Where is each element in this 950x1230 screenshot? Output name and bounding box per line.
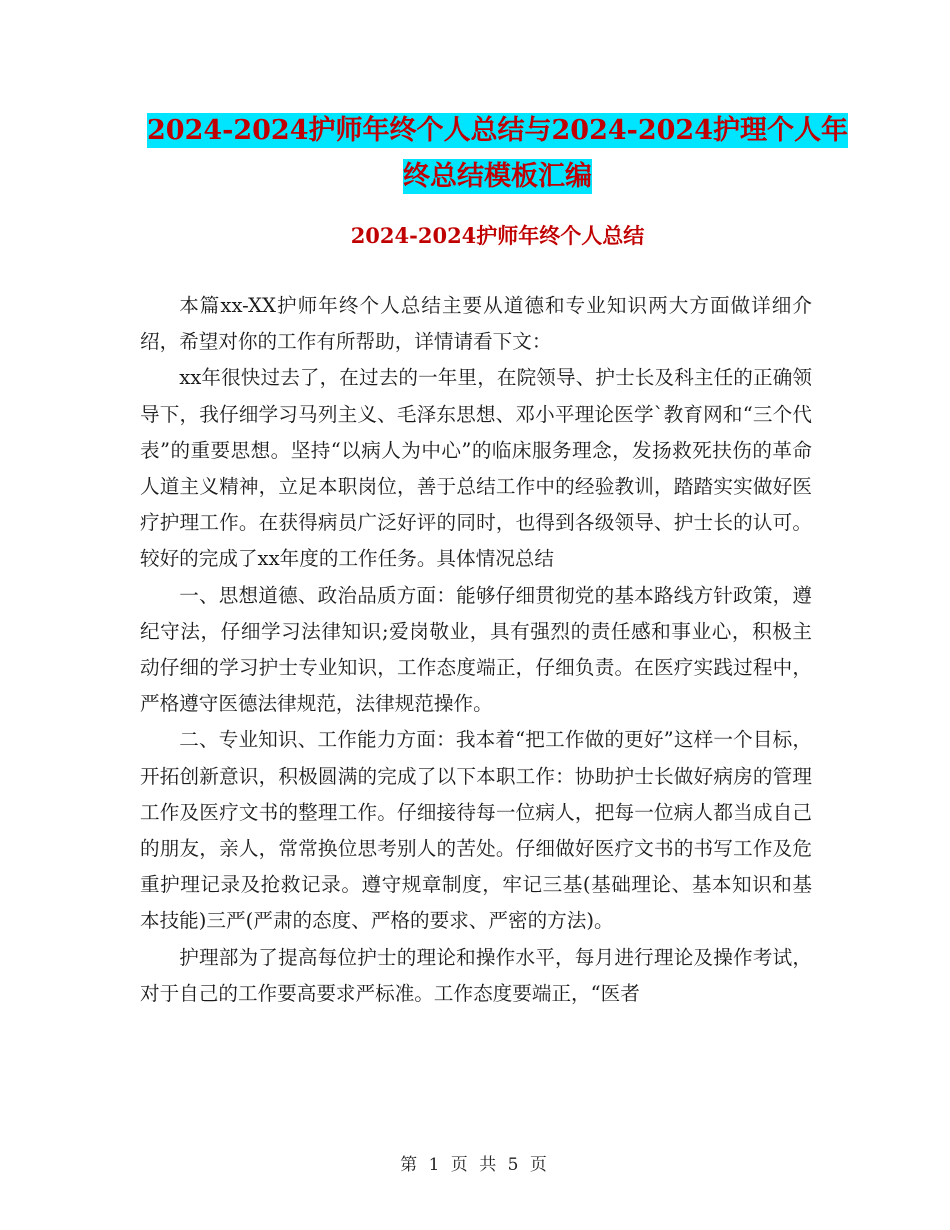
paragraph: xx年很快过去了，在过去的一年里，在院领导、护士长及科主任的正确领导下，我仔细学习马列主义、毛泽东思想、邓小平理论医学`教育网和“三个代表”的重要思想。坚持“以病人为中心”的临床服务理念，发扬救死扶伤的革命人道主义精神，立足本职岗位，善于总结工作中的经验教训，踏踏实实做好医疗护理工作。在获得病员广泛好评的同时，也得到各级领导、护士长的认可。较好的完成了xx年度的工作任务。具体情况总结 [140,366,812,571]
paragraph: 护理部为了提高每位护士的理论和操作水平，每月进行理论及操作考试，对于自己的工作要高要求严标准。工作态度要端正，“医者 [140,945,812,1005]
paragraph: 一、思想道德、政治品质方面：能够仔细贯彻党的基本路线方针政策，遵纪守法，仔细学习法律知识;爱岗敬业，具有强烈的责任感和事业心，积极主动仔细的学习护士专业知识，工作态度端正，仔细负责。在医疗实践过程中，严格遵守医德法律规范，法律规范操作。 [140,583,812,716]
document-title [140,108,855,200]
document-body [140,288,812,1012]
section-title: 2024-2024护师年终个人总结 [350,223,645,248]
page-footer: 第 1 页 共 5 页 [400,1155,550,1175]
document-title-text: 2024-2024护师年终个人总结与2024-2024护理个人年终总结模板汇编 [147,115,848,192]
paragraph: 本篇xx-XX护师年终个人总结主要从道德和专业知识两大方面做详细介绍，希望对你的工作有所帮助，详情请看下文： [140,294,812,354]
paragraph: 二、专业知识、工作能力方面：我本着“把工作做的更好”这样一个目标，开拓创新意识，积极圆满的完成了以下本职工作：协助护士长做好病房的管理工作及医疗文书的整理工作。仔细接待每一位病人，把每一位病人都当成自己的朋友，亲人，常常换位思考别人的苦处。仔细做好医疗文书的书写工作及危重护理记录及抢救记录。遵守规章制度，牢记三基(基础理论、基本知识和基本技能)三严(严肃的态度、严格的要求、严密的方法)。 [140,728,812,933]
